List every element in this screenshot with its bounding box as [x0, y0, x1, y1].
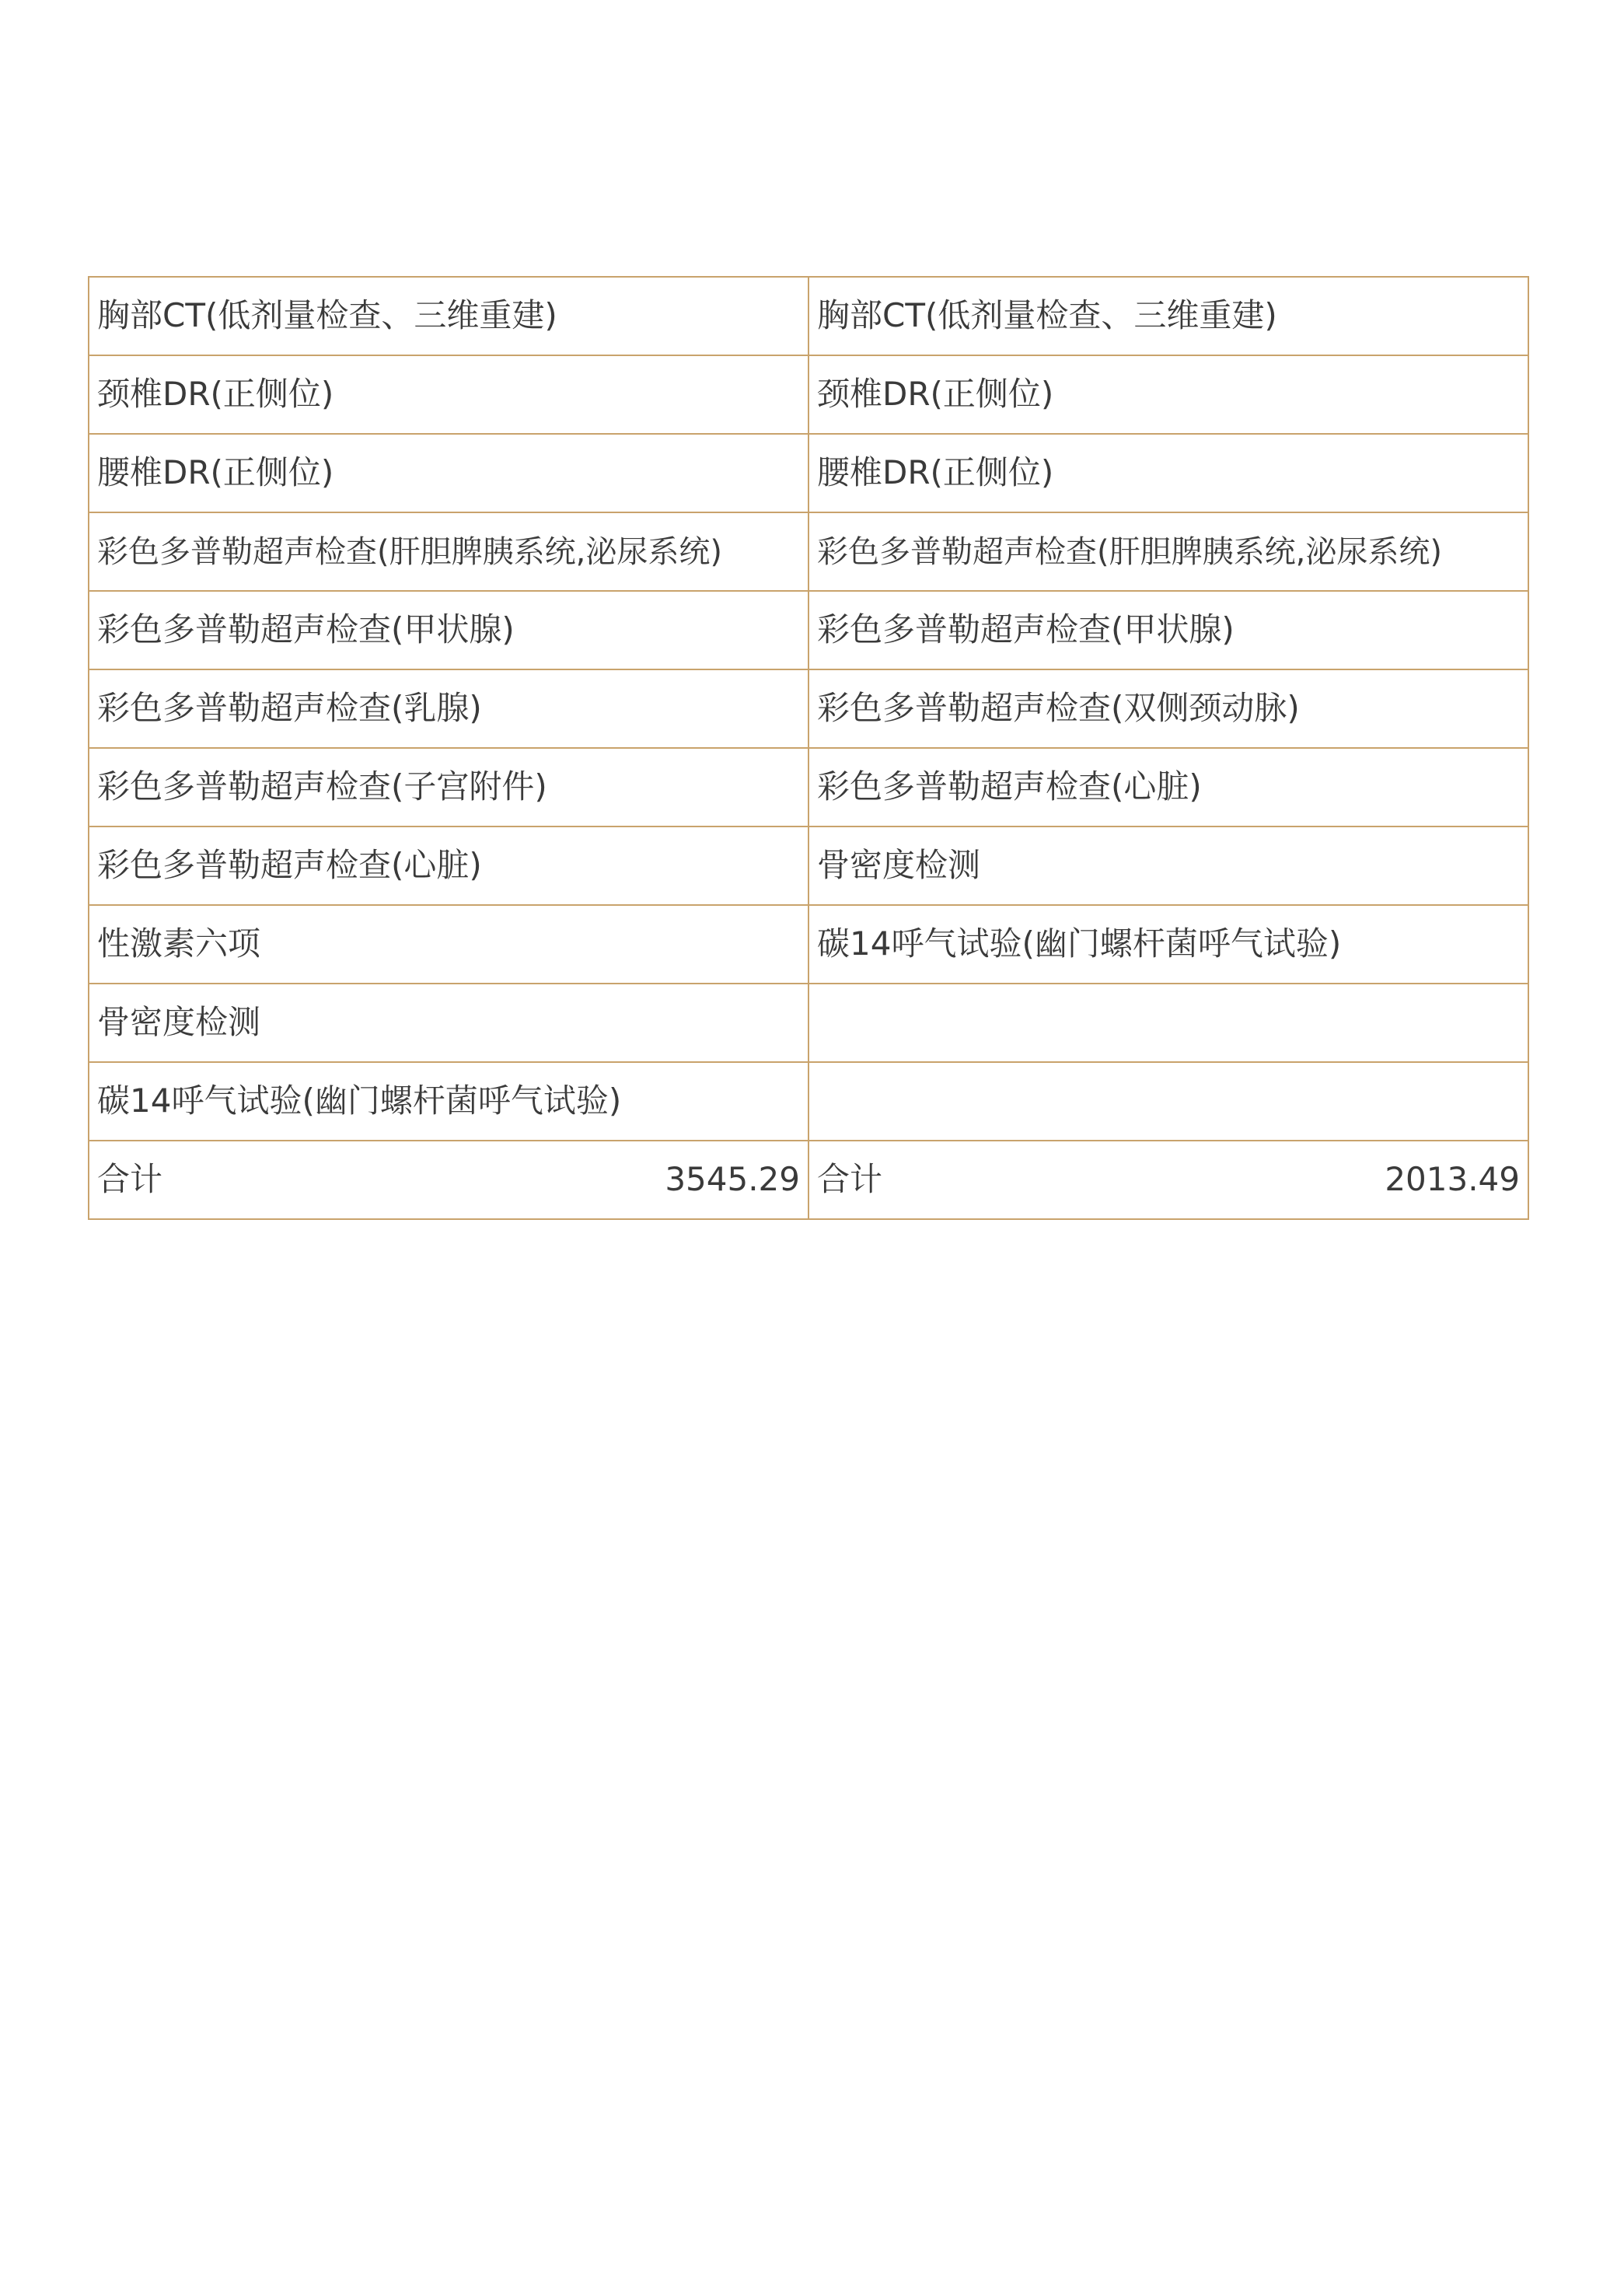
left-item-text: 彩色多普勒超声检查(肝胆脾胰系统,泌尿系统)	[97, 533, 722, 570]
left-cell	[89, 1062, 808, 1141]
table-row	[89, 984, 1528, 1062]
right-item-text: 碳14呼气试验(幽门螺杆菌呼气试验)	[817, 924, 1342, 963]
left-item-text: 碳14呼气试验(幽门螺杆菌呼气试验)	[97, 1082, 622, 1120]
right-item-text: 腰椎DR(正侧位)	[817, 453, 1054, 492]
left-item-text: 彩色多普勒超声检查(子宫附件)	[97, 767, 547, 806]
right-cell	[808, 748, 1528, 826]
left-item-text: 彩色多普勒超声检查(甲状腺)	[97, 610, 515, 649]
left-cell	[89, 905, 808, 984]
right-item-text: 彩色多普勒超声检查(甲状腺)	[817, 610, 1235, 649]
right-cell	[808, 355, 1528, 434]
table-row	[89, 591, 1528, 669]
left-item-text: 骨密度检测	[97, 1003, 261, 1042]
right-item-text: 彩色多普勒超声检查(双侧颈动脉)	[817, 689, 1300, 728]
right-cell	[808, 1062, 1528, 1141]
right-cell	[808, 434, 1528, 512]
table-row	[89, 277, 1528, 355]
totals-row	[89, 1141, 1528, 1219]
right-item-text: 胸部CT(低剂量检查、三维重建)	[817, 296, 1277, 335]
right-total-label: 合计	[817, 1160, 883, 1199]
left-item-text: 彩色多普勒超声检查(心脏)	[97, 846, 482, 885]
right-cell	[808, 905, 1528, 984]
left-total-label: 合计	[97, 1160, 163, 1199]
left-cell	[89, 669, 808, 748]
left-cell	[89, 434, 808, 512]
right-total-value: 2013.49	[1385, 1160, 1520, 1199]
right-item-text: 骨密度检测	[817, 846, 981, 885]
exam-items-table	[88, 276, 1529, 1220]
table-row	[89, 748, 1528, 826]
table-row	[89, 355, 1528, 434]
table-row	[89, 512, 1528, 591]
left-cell	[89, 591, 808, 669]
table-row	[89, 434, 1528, 512]
left-item-text: 性激素六项	[97, 924, 261, 963]
table-row	[89, 669, 1528, 748]
left-item-text: 颈椎DR(正侧位)	[97, 375, 334, 414]
table-row	[89, 1062, 1528, 1141]
left-cell	[89, 748, 808, 826]
right-cell	[808, 669, 1528, 748]
right-cell	[808, 512, 1528, 591]
left-item-text: 彩色多普勒超声检查(乳腺)	[97, 689, 482, 728]
right-cell	[808, 277, 1528, 355]
right-item-text: 颈椎DR(正侧位)	[817, 375, 1054, 414]
left-item-text: 腰椎DR(正侧位)	[97, 453, 334, 492]
left-cell	[89, 512, 808, 591]
left-total-cell	[89, 1141, 808, 1219]
left-item-text: 胸部CT(低剂量检查、三维重建)	[97, 296, 557, 335]
right-total-cell	[808, 1141, 1528, 1219]
left-cell	[89, 277, 808, 355]
right-cell	[808, 591, 1528, 669]
left-total-value: 3545.29	[665, 1160, 800, 1199]
right-item-text: 彩色多普勒超声检查(心脏)	[817, 767, 1202, 806]
right-cell	[808, 826, 1528, 905]
left-cell	[89, 826, 808, 905]
left-cell	[89, 984, 808, 1062]
table-row	[89, 826, 1528, 905]
left-cell	[89, 355, 808, 434]
table-row	[89, 905, 1528, 984]
right-cell	[808, 984, 1528, 1062]
right-item-text: 彩色多普勒超声检查(肝胆脾胰系统,泌尿系统)	[817, 533, 1442, 570]
